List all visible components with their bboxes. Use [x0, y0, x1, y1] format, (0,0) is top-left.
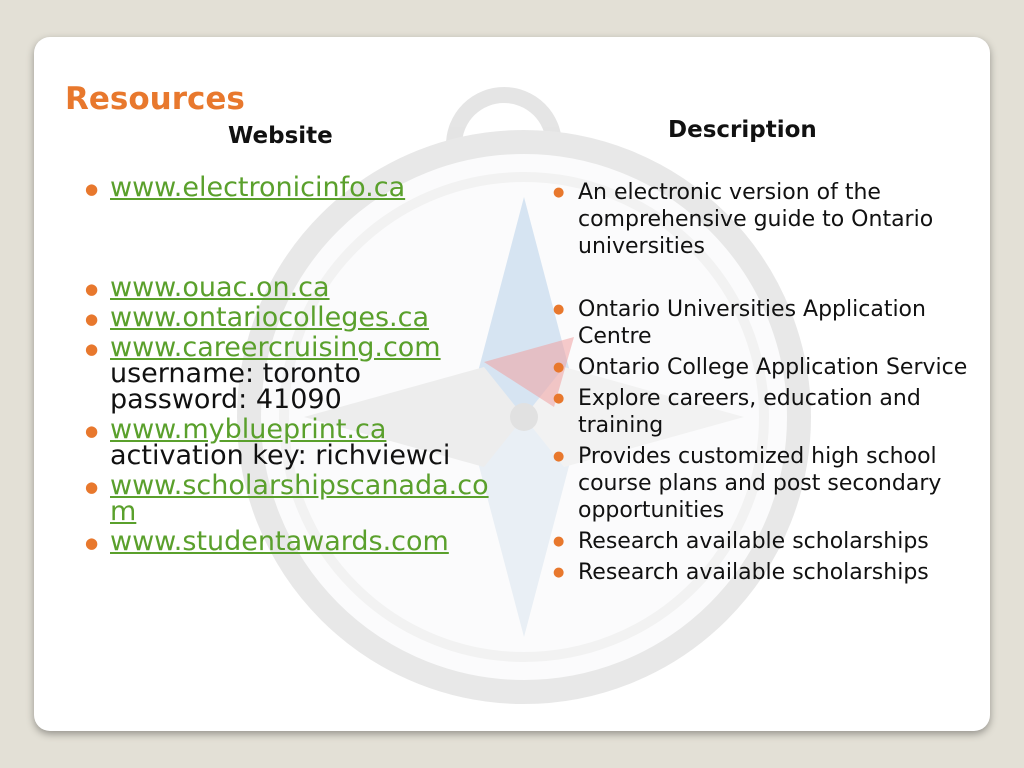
- description-item: [550, 179, 970, 260]
- website-note: activation key: richviewci: [110, 440, 451, 471]
- bullet-icon: ●: [553, 565, 565, 580]
- bullet-icon: ●: [85, 534, 99, 552]
- description-text: Explore careers, education and training: [578, 386, 921, 438]
- website-item: [82, 172, 502, 203]
- description-item: [550, 354, 970, 381]
- description-text: Research available scholarships: [578, 560, 929, 585]
- bullet-icon: ●: [553, 302, 565, 317]
- bullet-icon: ●: [85, 340, 99, 358]
- description-text: Provides customized high school course plans and post secondary opportunities: [578, 444, 942, 523]
- bullet-icon: ●: [85, 280, 99, 298]
- description-text: Ontario College Application Service: [578, 355, 968, 380]
- description-list: [550, 179, 970, 586]
- bullet-icon: ●: [553, 449, 565, 464]
- description-item: [550, 443, 970, 524]
- bullet-icon: ●: [553, 391, 565, 406]
- website-item: [82, 332, 502, 415]
- website-note: username: toronto password: 41090: [110, 358, 362, 415]
- description-item: [550, 385, 970, 439]
- website-item: [82, 272, 502, 303]
- slide: [34, 37, 990, 731]
- description-text: An electronic version of the comprehensive guide to Ontario universities: [578, 180, 934, 259]
- website-list: [82, 172, 502, 557]
- description-item: [550, 528, 970, 555]
- website-column-header: Website: [228, 123, 333, 149]
- description-column-header: Description: [668, 117, 817, 143]
- bullet-icon: ●: [553, 534, 565, 549]
- website-link-electronicinfo[interactable]: www.electronicinfo.ca: [110, 172, 406, 203]
- website-link-studentawards[interactable]: www.studentawards.com: [110, 526, 449, 557]
- description-text: Research available scholarships: [578, 529, 929, 554]
- bullet-icon: ●: [85, 180, 99, 198]
- website-link-scholarshipscanada[interactable]: www.scholarshipscanada.com: [110, 470, 489, 527]
- bullet-icon: ●: [553, 360, 565, 375]
- website-link-ouac[interactable]: www.ouac.on.ca: [110, 272, 330, 303]
- website-item: [82, 414, 502, 471]
- bullet-icon: ●: [85, 422, 99, 440]
- description-item: [550, 296, 970, 350]
- website-link-careercruising[interactable]: www.careercruising.com: [110, 332, 441, 363]
- website-link-ontariocolleges[interactable]: www.ontariocolleges.ca: [110, 302, 430, 333]
- bullet-icon: ●: [85, 310, 99, 328]
- website-item: [82, 526, 502, 557]
- website-item: [82, 470, 502, 527]
- bullet-icon: ●: [85, 478, 99, 496]
- description-text: Ontario Universities Application Centre: [578, 297, 926, 349]
- description-item: [550, 559, 970, 586]
- website-item: [82, 302, 502, 333]
- slide-title: Resources: [65, 81, 245, 117]
- bullet-icon: ●: [553, 185, 565, 200]
- website-link-myblueprint[interactable]: www.myblueprint.ca: [110, 414, 387, 445]
